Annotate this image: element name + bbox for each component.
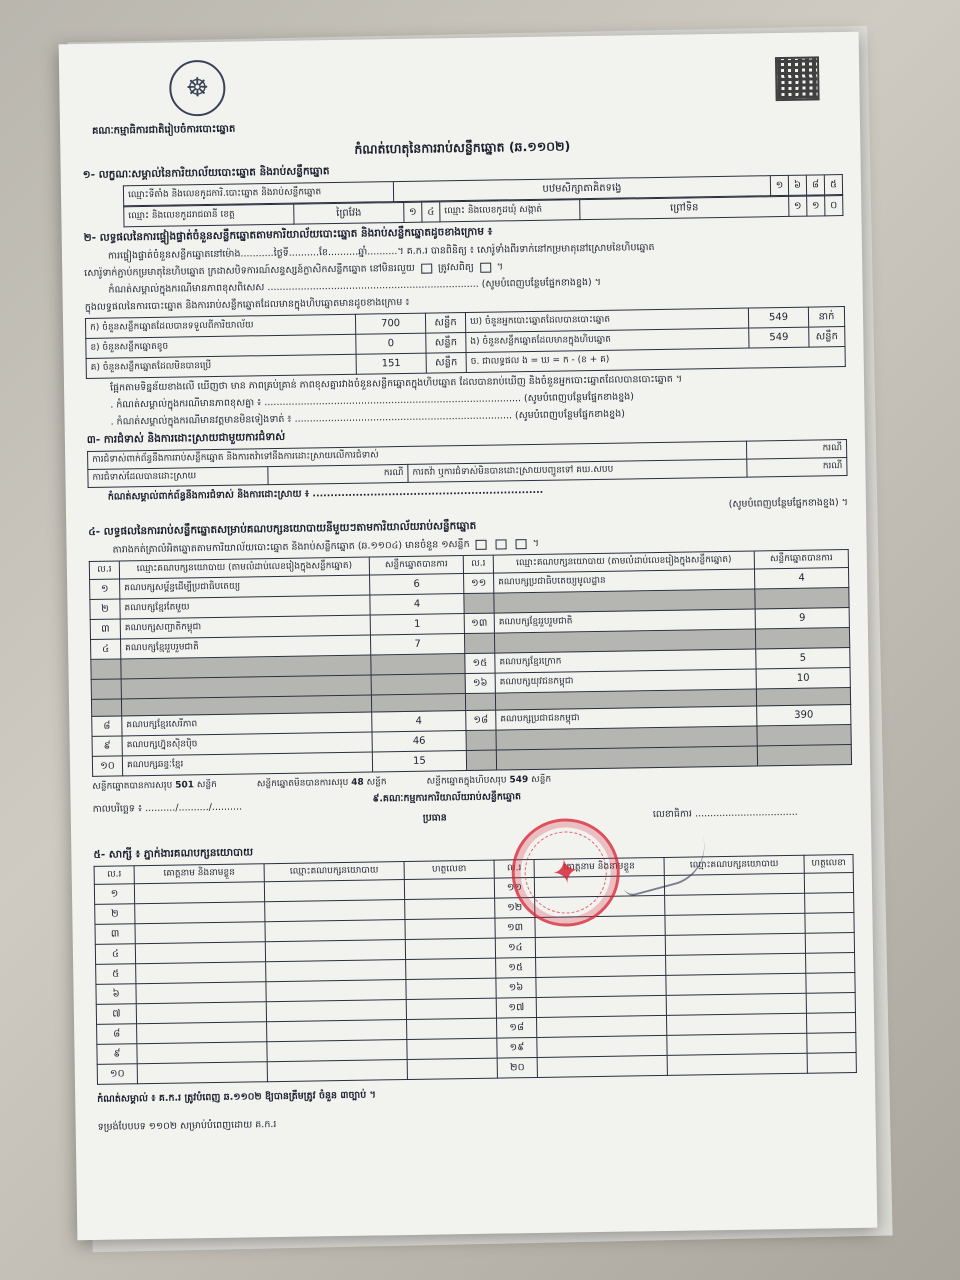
witness-cell [137, 1042, 267, 1064]
witness-cell [137, 1062, 267, 1084]
witness-no: ៧ [96, 1004, 136, 1025]
checkbox-icon[interactable] [421, 263, 432, 273]
resolved-label: ការជំទាស់ដែលបានដោះស្រាយ [88, 467, 268, 488]
checkbox-icon[interactable] [480, 262, 491, 272]
witness-cell [536, 995, 666, 1017]
witness-cell [135, 922, 265, 944]
witness-col: ឈ្មោះគណបក្សនយោបាយ [664, 855, 804, 875]
witness-no: ១៩ [497, 1037, 537, 1058]
code-digit: ៨ [806, 175, 824, 195]
code-digit: ០ [825, 196, 843, 216]
ballot-count-table [85, 306, 846, 379]
witness-no: ៩ [97, 1044, 137, 1065]
party-no: ៩ [92, 736, 122, 756]
party-no [464, 593, 494, 613]
form-header [81, 50, 842, 142]
party-votes: 6 [370, 574, 464, 595]
code-digit: ១ [770, 175, 788, 195]
total-valid-value: 501 [175, 780, 195, 791]
witness-cell [806, 972, 855, 993]
party-no: ១៣ [464, 613, 494, 633]
ballot-row-value: 549 [748, 307, 808, 328]
party-no: ១១ [464, 573, 494, 593]
witness-no: ១៥ [496, 957, 536, 978]
witness-no: ២០ [497, 1057, 537, 1078]
witness-cell [665, 913, 805, 935]
party-votes: 10 [756, 668, 850, 689]
witness-col: ឈ្មោះគណបក្សនយោបាយ [264, 862, 404, 882]
party-rows [90, 568, 852, 777]
party-name: គណបក្សហ្វ៊ុនស៊ិនប៉ិច [122, 732, 372, 756]
ballot-row-unit: សន្លឹក [426, 332, 466, 353]
row2-label: ឈ្មោះ និងលេខកូដរាជធានី ខេត្ត [124, 204, 294, 227]
qr-code-icon [775, 56, 820, 101]
col-party: ឈ្មោះគណបក្សនយោបាយ (តាមលំដាប់លេខរៀងក្នុងសន្លឹកឆ្នោត) [493, 551, 754, 573]
witness-cell [535, 935, 665, 957]
witness-cell [264, 880, 404, 902]
witness-col: ហត្ថលេខា [804, 854, 853, 873]
witness-cell [267, 1040, 407, 1062]
witness-cell [405, 938, 495, 959]
witness-cell [666, 1013, 806, 1035]
party-votes [371, 694, 465, 712]
party-no: ៤ [91, 639, 121, 659]
witness-cell [267, 1060, 407, 1082]
ballot-row-unit: សន្លឹក [426, 352, 466, 373]
ballot-formula: ច. ជាលទ្ធផល ង = ឃ = ក - (ខ + គ) [466, 347, 845, 373]
witness-cell [135, 902, 265, 924]
option-label: ត្រូវសពិត្យ [437, 261, 474, 274]
witness-cell [405, 898, 495, 919]
section2-heading: ២- លទ្ធផលនៃការផ្ទៀងផ្ទាត់ចំនួនសន្លឹកឆ្នោតតាមការិយាល័យបោះឆ្នោត និងរាប់សន្លឹកឆ្នោតដូចខាងក្រោម ៖ [83, 225, 493, 244]
witness-cell [405, 918, 495, 939]
party-votes: 4 [370, 594, 464, 615]
party-no: ១០ [92, 756, 122, 776]
witness-cell [406, 998, 496, 1019]
party-name: គណបក្សខ្មែរសេរីភាព [122, 712, 372, 736]
party-name: គណបក្សខ្មែររួបរួមជាតិ [121, 635, 371, 659]
witness-cell [666, 993, 806, 1015]
witness-cell [807, 1052, 856, 1073]
witness-cell [267, 1020, 407, 1042]
code-digit: ៤ [422, 202, 440, 222]
party-no [91, 699, 121, 716]
witness-cell [135, 942, 265, 964]
witness-no: ១១ [494, 877, 534, 898]
witness-no: ១៨ [497, 1017, 537, 1038]
ballot-row-value: 549 [749, 327, 809, 348]
chair-label: ប្រធាន [422, 812, 447, 824]
party-votes [757, 724, 851, 745]
ballot-row-unit: សន្លឹក [809, 327, 845, 348]
section4-heading: ៤- លទ្ធផលនៃការរាប់សន្លឹកឆ្នោតសម្រាប់គណបក្សនយោបាយនីមួយៗតាមការិយាល័យរាប់សន្លឹកឆ្នោត [88, 519, 477, 538]
nec-logo-icon: ☸ [169, 60, 226, 117]
witness-no: ១ [94, 884, 134, 905]
party-votes: 4 [754, 568, 848, 589]
witness-cell [136, 962, 266, 984]
form-title: កំណត់ហេតុនៃការរាប់សន្លឹកឆ្នោត (ឆ.១១០២) [354, 138, 571, 157]
party-no [466, 750, 496, 770]
witness-cell [537, 1055, 667, 1077]
party-no: ១៨ [466, 710, 496, 730]
witness-no: ១៦ [496, 977, 536, 998]
code-digit: ១ [789, 196, 807, 216]
witness-cell [806, 992, 855, 1013]
difference-remark: . កំណត់សម្គាល់ក្នុងករណីមានភាពខុសគ្នា ៖ ..................................................................................... (សូមបំពេញបន្ថែមផ្នែកខាងខ្នង) [110, 391, 635, 411]
row1-label: ឈ្មោះទីតាំង និងលេខកូដការិ.បោះឆ្នោត និងរាប់សន្លឹកឆ្នោត [123, 182, 393, 206]
footer-note: កំណត់សម្គាល់ ៖ គ.ក.រ ត្រូវបំពេញ ឆ.១១០២ ឱ្យបានត្រឹមត្រូវ ចំនួន ៣ច្បាប់ ។ [97, 1089, 376, 1105]
col-no: ល.រ [463, 555, 493, 573]
witness-no: ៤ [95, 944, 135, 965]
consistency-line: ផ្អែកតាមទិន្នន័យខាងលើ ឃើញថា មាន ភាពគ្រប់គ្រាន់ ភាពខុសគ្នារវាងចំនួនសន្លឹកឆ្នោតក្នុងហិបឆ្នោត ដែលបានរាប់ឃើញ និងចំនួនអ្នកបោះឆ្នោតដែលបានបោះឆ្នោត ។ [109, 373, 683, 394]
witness-col: គោត្តនាម និងនាមខ្លួន [534, 857, 664, 877]
party-votes [371, 654, 465, 675]
witness-col: ហត្ថលេខា [404, 860, 494, 879]
party-no: ៨ [92, 716, 122, 736]
code-digit: ១ [807, 196, 825, 216]
witness-cell [137, 1022, 267, 1044]
section3-heading: ៣- ការជំទាស់ និងការដោះស្រាយជាមួយការជំទាស់ [86, 430, 286, 446]
col-no: ល.រ [89, 561, 119, 579]
section1-heading: ១- លក្ខណៈសម្គាល់នៃការិយាល័យបោះឆ្នោត និងរាប់សន្លឹកឆ្នោត [82, 165, 330, 181]
row1-value: បឋមសិក្សាតាគិតទង្វេ [393, 176, 770, 202]
party-votes: 390 [757, 704, 851, 725]
party-name: គណបក្សប្រជាជនកម្ពុជា [496, 706, 757, 730]
witness-cell [665, 893, 805, 915]
witness-col: ល.រ [494, 859, 534, 878]
ballot-row-label: ឃ) ចំនួនអ្នកបោះឆ្នោតដែលបានបោះឆ្នោត [465, 308, 748, 332]
ballot-row-label: ក) ចំនួនសន្លឹកឆ្នោតដែលបានទទួលពីការិយាល័យ [85, 314, 355, 338]
secretary-field: លេខាធិការ .................................. [652, 806, 798, 821]
witness-cell [266, 1000, 406, 1022]
witness-cell [806, 1012, 855, 1033]
verification-line: ការផ្ទៀងផ្ទាត់ចំនួនសន្លឹកឆ្នោតនៅម៉ោង...........ថ្ងៃទី..........ខែ..........ឆ្នាំ..........។ គ.ក.រ បានពិនិត្យ ៖ សោរ៉ូទាំងពីរទាក់នៅកម្រមាតុនៅស្រោមនៃហិបឆ្នោត [107, 242, 655, 262]
complaint-note-2: (សូមបំពេញបន្ថែមផ្នែកខាងខ្នង) ។ [728, 497, 849, 510]
witness-cell [536, 975, 666, 997]
election-form-sheet [59, 32, 878, 1240]
party-no: ២ [90, 599, 120, 619]
remark-line: កំណត់សម្គាល់ក្នុងករណីមានភាពខុសពិសេស ...................................................................... (សូមបំពេញបន្ថែមផ្នែកខាងខ្នង) ។ [108, 276, 602, 296]
witness-cell [407, 1058, 497, 1079]
ballot-row-value: 151 [356, 353, 426, 374]
witness-cell [407, 1018, 497, 1039]
party-votes: 4 [372, 711, 466, 732]
province-name: ព្រៃវែង [294, 202, 404, 224]
witness-cell [667, 1053, 807, 1075]
party-name: គណបក្សឆន្ទៈខ្មែរ [122, 752, 372, 776]
witness-cell [805, 892, 854, 913]
witness-no: ៦ [96, 984, 136, 1005]
commune-label: ឈ្មោះ និងលេខកូដឃុំ សង្កាត់ [440, 200, 580, 222]
witness-cell [266, 980, 406, 1002]
party-no [465, 693, 495, 710]
total-invalid-label: សន្លឹកឆ្នោតមិនបានការសរុប [256, 777, 349, 790]
party-no: ១ [90, 579, 120, 599]
witness-cell [136, 982, 266, 1004]
witness-cell [266, 960, 406, 982]
result-intro: ក្នុងលទ្ធផលនៃការបោះឆ្នោត និងការរាប់សន្លឹកឆ្នោតដែលមានក្នុងហិបឆ្នោតមានដូចខាងក្រោម ៖ [84, 296, 410, 313]
witness-cell [537, 1035, 667, 1057]
witness-cell [265, 940, 405, 962]
verification-line-2: សោរ៉ូទាក់ភ្ជាប់កម្រមាតុនៃហិបឆ្នោត ក្រដាសបិទការណ៍សន្ទស្សន៍ក្លាសិកសន្លឹកឆ្នោត នៅមិនរលួយ ត្រូវសពិត្យ ។ [84, 261, 504, 279]
committee-label: ៩.គណៈកម្មការការិយាល័យរាប់សន្លឹកឆ្នោត [372, 791, 522, 805]
party-name: គណបក្សសញ្ជាតិកម្ពុជា [120, 615, 370, 639]
tally-sheet-note: តារាងកត់ត្រាលំអិតឆ្នោតតាមការិយាល័យបោះឆ្នោត និងរាប់សន្លឹកឆ្នោត (ឆ.១១០៤) មានចំនួន ១សន្លឹក [112, 538, 470, 556]
official-seal-stamp-icon: ✦ [504, 811, 627, 934]
complaint-note: កំណត់សម្គាល់ពាក់ព័ន្ធនឹងការជំទាស់ និងការដោះស្រាយ ៖ ................................................................ [107, 484, 544, 503]
witness-no: ៥ [96, 964, 136, 985]
case-unit: ករណី [746, 440, 846, 460]
witness-cell [406, 958, 496, 979]
ballot-row-unit: នាក់ [808, 307, 844, 328]
party-votes [371, 674, 465, 695]
party-votes [757, 744, 851, 765]
party-no: ១៥ [465, 653, 495, 673]
party-no: ១៦ [465, 673, 495, 693]
checkbox-icon[interactable] [496, 539, 507, 549]
commune-name: ព្រៅទិន [580, 196, 789, 219]
party-name: គណបក្សខ្មែរតែមួយ [120, 595, 370, 619]
witness-cell [265, 900, 405, 922]
complaints-row1-label: ការជំទាស់ពាក់ព័ន្ធនឹងការរាប់សន្លឹកឆ្នោត និងការតវ៉ាទៅនឹងការដោះស្រាយលើការជំទាស់ [88, 441, 747, 469]
code-digit: ៥ [824, 175, 842, 195]
unresolved-label: ការតវ៉ា ឬការជំទាស់មិនបានដោះស្រាយបញ្ជូនទៅ គឃ.សបប [408, 459, 747, 482]
signature-area [92, 785, 853, 845]
party-name: គណបក្សខ្មែរក្រោក [495, 649, 756, 673]
ballot-row-label: ង) ចំនួនសន្លឹកឆ្នោតដែលមានក្នុងហិបឆ្នោត [466, 328, 749, 352]
party-votes: 5 [756, 648, 850, 669]
total-invalid-unit: សន្លឹក [366, 777, 387, 788]
col-votes: សន្លឹកឆ្នោតបានការ [754, 550, 848, 569]
party-results-table [89, 549, 852, 777]
witness-cell [806, 952, 855, 973]
party-no [464, 633, 494, 653]
witness-cell [404, 878, 494, 899]
party-name [496, 746, 757, 770]
seal-status-text: សោរ៉ូទាក់ភ្ជាប់កម្រមាតុនៃហិបឆ្នោត ក្រដាសបិទការណ៍សន្ទស្សន៍ក្លាសិកសន្លឹកឆ្នោត នៅមិនរលួយ [84, 262, 415, 279]
party-votes: 7 [370, 634, 464, 655]
party-name: គណបក្សខ្មែររួបរួមជាតិ [494, 609, 755, 633]
witness-cell [537, 1015, 667, 1037]
witness-no: ៣ [95, 924, 135, 945]
checkbox-icon[interactable] [516, 539, 527, 549]
ballot-row-unit: សន្លឹក [425, 313, 465, 334]
party-votes [756, 688, 850, 706]
case-unit: ករណី [747, 458, 847, 478]
ballot-row-value: 700 [355, 313, 425, 334]
section5-heading: ៥- សាក្សី ៖ ភ្នាក់ងារគណបក្សនយោបាយ [93, 846, 254, 861]
party-votes [755, 588, 849, 609]
total-all-label: សន្លឹកឆ្នោតក្នុងហិបសរុប [426, 775, 507, 787]
witness-cell [805, 912, 854, 933]
witness-no: ១៤ [495, 937, 535, 958]
witness-rows [94, 872, 856, 1084]
witness-cell [536, 955, 666, 977]
witness-no: ៨ [97, 1024, 137, 1045]
total-all-unit: សន្លឹក [531, 774, 552, 786]
party-name: គណបក្សប្រជាធិបតេយ្យមូលដ្ឋាន [494, 569, 755, 593]
witness-cell [407, 1038, 497, 1059]
witness-col: ល.រ [94, 866, 134, 885]
witness-no: ១០ [97, 1064, 137, 1085]
irregularity-remark: . កំណត់សម្គាល់ក្នុងករណីមានវត្តមានមិនទៀងទាត់ ៖ ........................................................................ (សូមបំពេញបន្ថែមផ្នែកខាងខ្នង) [110, 408, 625, 428]
witness-cell [406, 978, 496, 999]
witness-cell [666, 973, 806, 995]
witness-cell [665, 933, 805, 955]
col-votes: សន្លឹកឆ្នោតបានការ [369, 556, 463, 575]
party-votes [755, 628, 849, 649]
total-valid-unit: សន្លឹក [196, 779, 217, 791]
witness-cell [667, 1033, 807, 1055]
witness-cell [804, 872, 853, 893]
date-field: កាលបរិច្ឆេទ ៖ ........../........../.......... [92, 801, 243, 815]
witness-col: គោត្តនាម និងនាមខ្លួន [134, 864, 264, 884]
party-no: ៣ [90, 619, 120, 639]
witness-no: ២ [95, 904, 135, 925]
party-no [91, 679, 121, 699]
party-no [91, 659, 121, 679]
witness-cell [134, 882, 264, 904]
checkbox-icon[interactable] [476, 539, 487, 549]
party-votes: 15 [372, 751, 466, 772]
witness-no: ១៣ [495, 917, 535, 938]
org-name: គណៈកម្មាធិការជាតិរៀបចំការបោះឆ្នោត [91, 123, 236, 137]
total-valid-label: សន្លឹកឆ្នោតបានការសរុប [92, 780, 173, 792]
witness-no: ១២ [495, 897, 535, 918]
total-invalid-value: 48 [351, 777, 364, 788]
witness-cell [805, 932, 854, 953]
party-no [466, 730, 496, 750]
form-code: ទម្រង់បែបបទ ១១០២ សម្រាប់បំពេញដោយ គ.ក.រ [97, 1119, 277, 1133]
section4-subline: តារាងកត់ត្រាលំអិតឆ្នោតតាមការិយាល័យបោះឆ្នោត និងរាប់សន្លឹកឆ្នោត (ឆ.១១០៤) មានចំនួន ១សន្លឹក ។ [112, 537, 540, 556]
witness-cell [265, 920, 405, 942]
code-digit: ១ [404, 202, 422, 222]
party-votes: 9 [755, 608, 849, 629]
party-votes: 1 [370, 614, 464, 635]
ballot-row-label: គ) ចំនួនសន្លឹកឆ្នោតដែលមិនបានប្រើ [86, 354, 356, 378]
party-name: គណបក្សយុវជនកម្ពុជា [495, 669, 756, 693]
col-party: ឈ្មោះគណបក្សនយោបាយ (តាមលំដាប់លេខរៀងក្នុងសន្លឹកឆ្នោត) [119, 557, 369, 579]
party-votes: 46 [372, 731, 466, 752]
code-digit: ៦ [788, 175, 806, 195]
witness-table [94, 854, 857, 1085]
witness-cell [807, 1032, 856, 1053]
case-unit: ករណី [268, 464, 408, 484]
party-name: គណបក្សសម្ព័ន្ធដើម្បីប្រជាធិបតេយ្យ [120, 575, 370, 599]
total-all-value: 549 [509, 775, 529, 786]
witness-no: ១៧ [496, 997, 536, 1018]
ballot-row-value: 0 [356, 333, 426, 354]
witness-cell [666, 953, 806, 975]
witness-cell [136, 1002, 266, 1024]
ballot-row-label: ខ) ចំនួនសន្លឹកឆ្នោតខូច [86, 334, 356, 358]
